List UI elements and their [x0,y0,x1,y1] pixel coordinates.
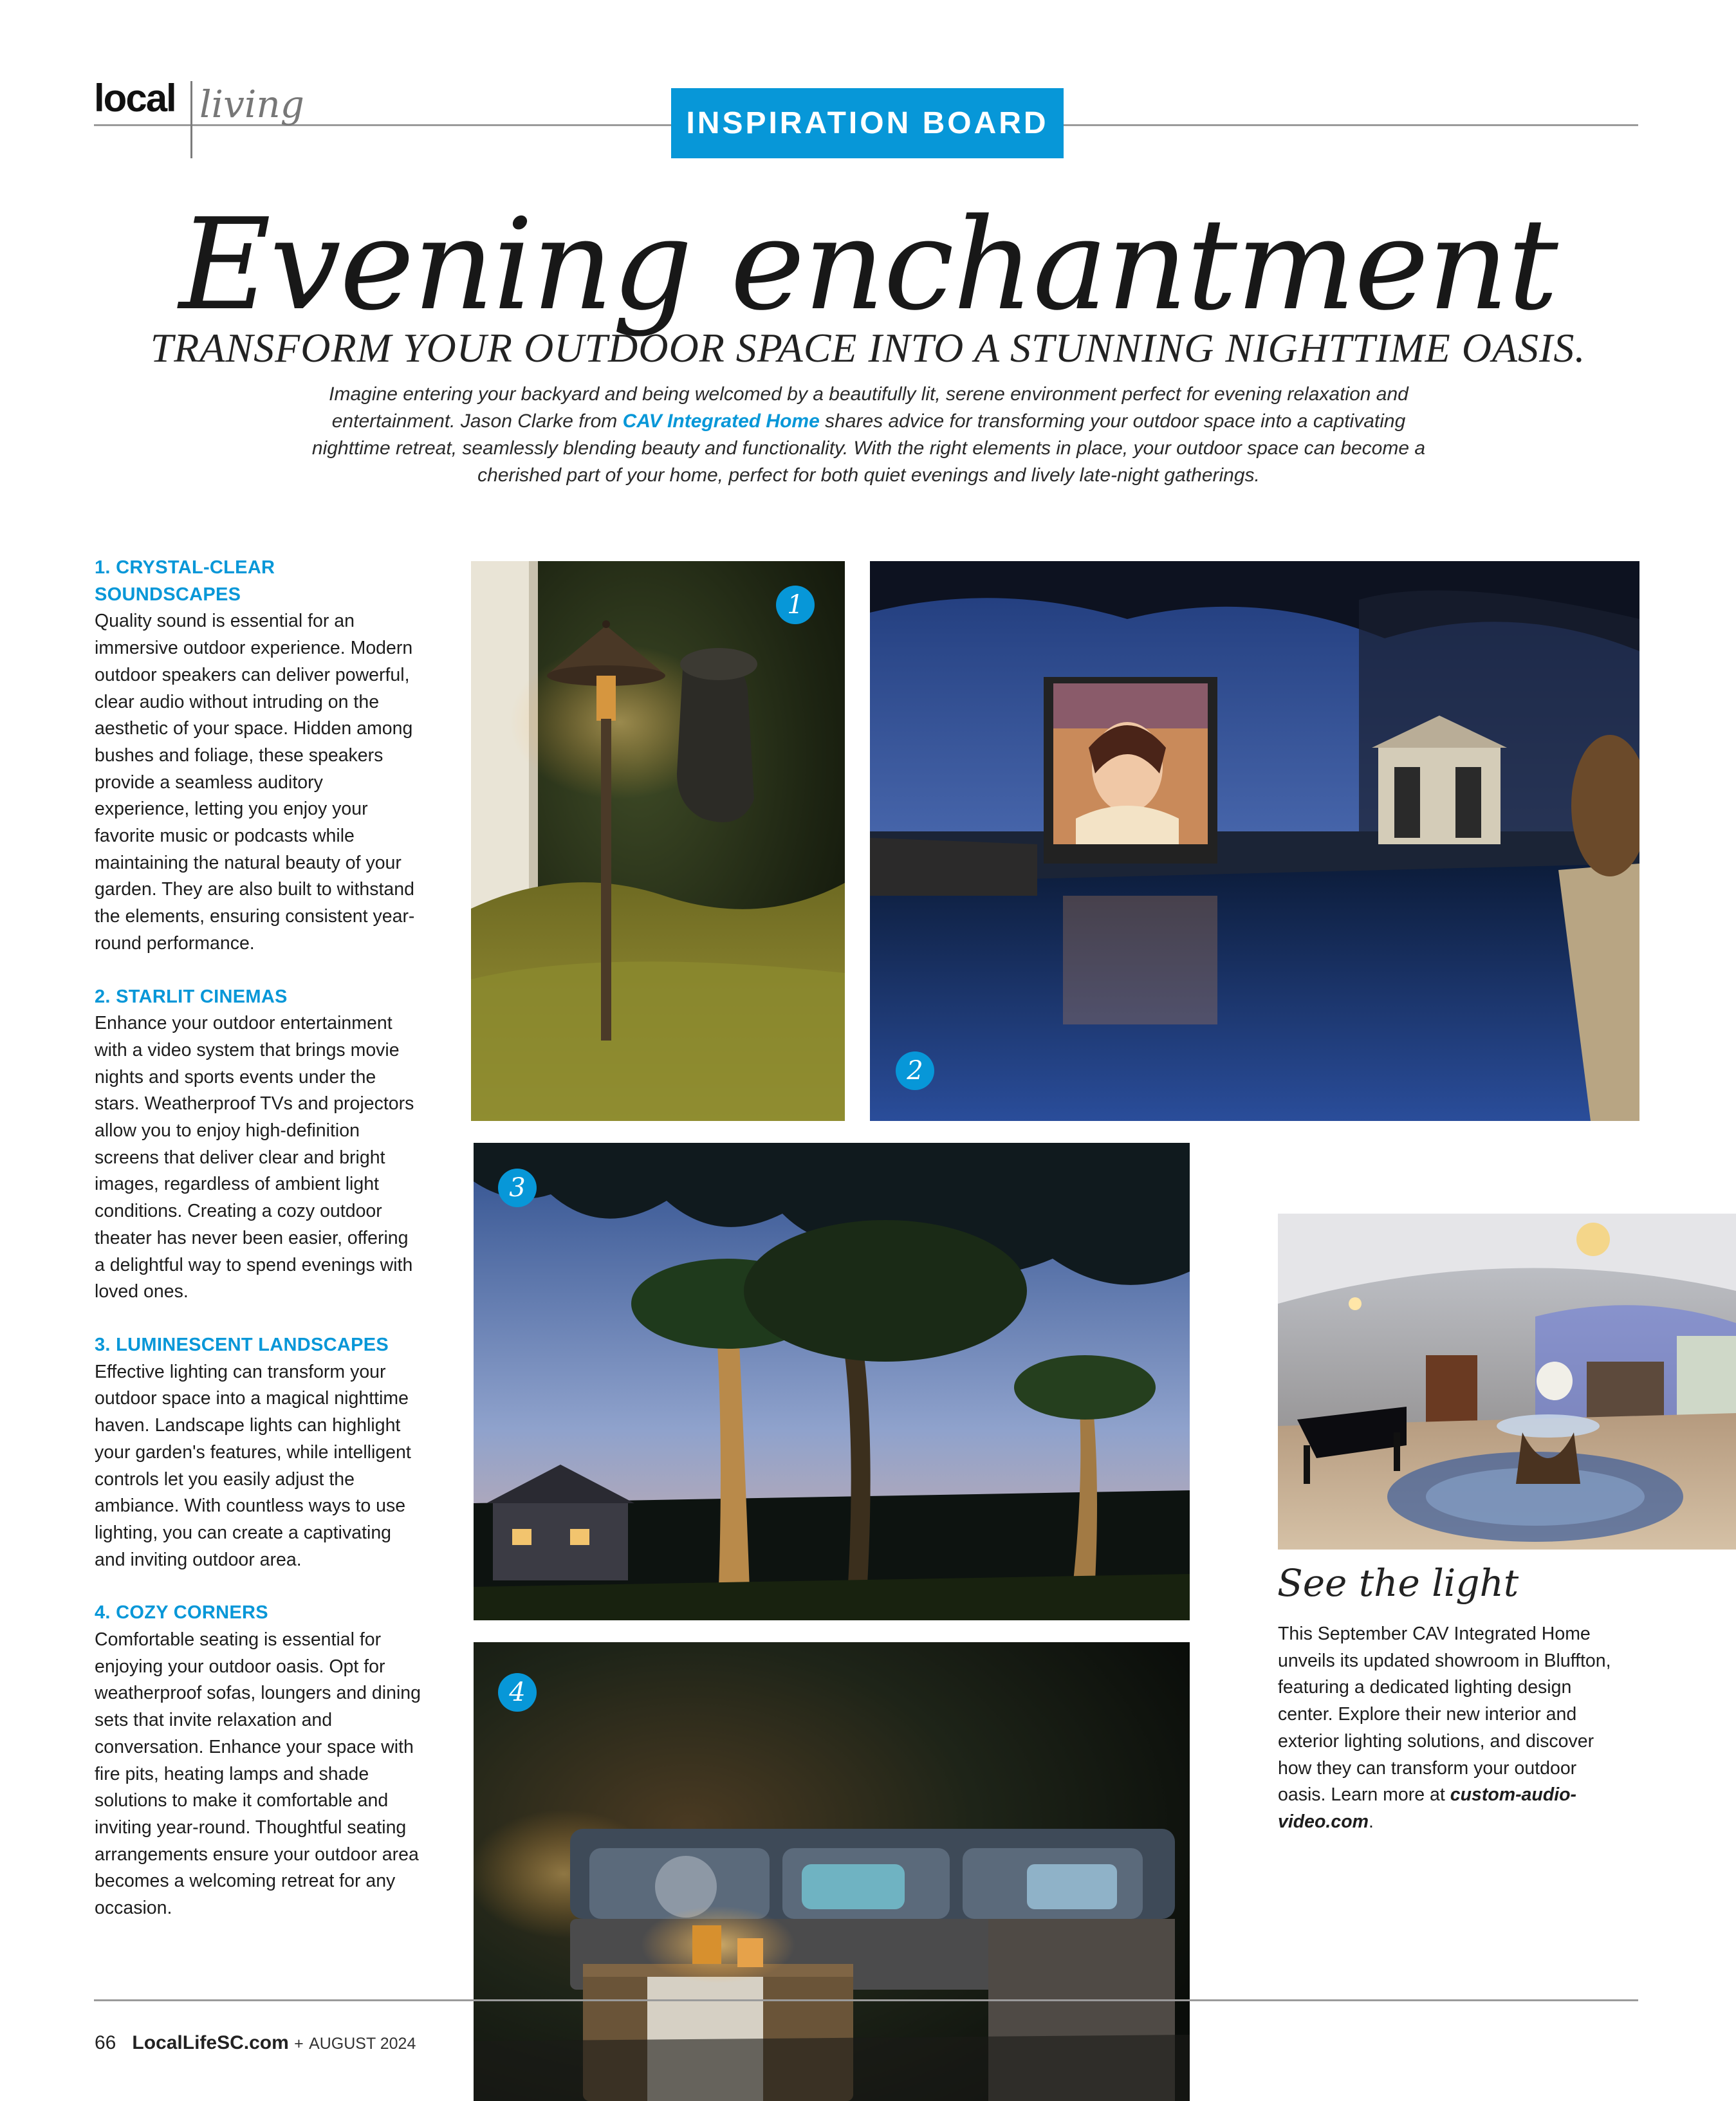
section-badge: INSPIRATION BOARD [671,88,1064,158]
article-subtitle: TRANSFORM YOUR OUTDOOR SPACE INTO A STUNNING NIGHTTIME OASIS. [150,325,1586,371]
section-heading: 1. CRYSTAL-CLEAR SOUNDSCAPES [95,557,275,605]
section-body: Effective lighting can transform your outdoor space into a magical nighttime haven. Landscape lights can highlight your garden's features, while intelligent controls let you easily adjust the ambiance. With countless ways to use lighting, you can create a captivating and inviting outdoor area. [95,1361,411,1570]
sidebar-text-end: . [1368,1811,1374,1832]
sidebar-text: This September CAV Integrated Home unveils its updated showroom in Bluffton, featuring a dedicated lighting design center. Explore their new interior and exterior lighting solutions, and discover how they can transform your outdoor oasis. Learn more at [1278,1624,1611,1806]
article-intro [302,381,1435,489]
intro-text-1: Imagine entering your backyard and being welcomed by a beautifully lit, serene environment perfect for evening relaxation and entertainment. Jason Clarke from [329,384,1408,432]
photo-number-badge: 3 [498,1169,537,1207]
footer-separator: + [294,2035,304,2053]
photo-number-badge: 1 [776,586,815,624]
photo-showroom [1278,1214,1736,1550]
section-body: Comfortable seating is essential for enjoying your outdoor oasis. Opt for weatherproof sofas, loungers and dining sets that invite relaxation and conversation. Enhance your space with fire pits, heating lamps and shade solutions to make it comfortable and inviting year-round. Thoughtful seating arrangements ensure your outdoor area becomes a welcoming retreat for any occasion. [95,1629,421,1919]
photo-number-badge: 4 [498,1673,537,1712]
section-body: Quality sound is essential for an immersive outdoor experience. Modern outdoor speakers can deliver powerful, clear audio without intruding on the aesthetic of your space. Hidden among bushes and foliage, these speakers provide a seamless auditory experience, letting you enjoy your favorite music or podcasts while maintaining the natural beauty of your garden. They are also built to withstand the elements, ensuring consistent year-round performance. [95,611,415,954]
footer-rule [94,1999,1638,2001]
section-heading: 2. STARLIT CINEMAS [95,986,288,1007]
footer-issue-date: AUGUST 2024 [309,2035,416,2053]
section-heading: 3. LUMINESCENT LANDSCAPES [95,1334,389,1355]
brand-logo-living: living [199,82,304,126]
brand-logo-local: local [94,77,176,120]
section-heading: 4. COZY CORNERS [95,1602,268,1624]
photo-lit-palm-trees [474,1143,1190,1620]
sidebar-title: See the light [1277,1561,1519,1605]
photo-path-light-speaker [471,561,845,1121]
intro-text-2: shares advice for transforming your outdoor space into a captivating nighttime retreat, seamlessly blending beauty and functionality. With the right elements in place, your outdoor space can become a cherished part of your home, perfect for both quiet evenings and lively late-night gatherings. [311,411,1426,486]
article-body [95,555,423,1948]
photo-number-badge: 2 [896,1051,934,1090]
page-footer [95,2032,416,2054]
brand-divider [190,81,192,158]
article-title: Evening enchantment [179,192,1557,338]
photo-cozy-seating [474,1642,1190,2101]
intro-brand-link[interactable]: CAV Integrated Home [622,411,820,432]
sidebar-url-link[interactable]: custom-audio-video.com [1278,1784,1577,1832]
footer-site-link[interactable]: LocalLifeSC.com [132,2032,289,2053]
section-body: Enhance your outdoor entertainment with a video system that brings movie nights and sports events under the stars. Weatherproof TVs and projectors allow you to enjoy high-definition screens that deliver clear and bright images, regardless of ambient light conditions. Creating a cozy outdoor theater has never been easier, offering a delightful way to spend evenings with loved ones. [95,1013,414,1302]
photo-outdoor-cinema [870,561,1639,1121]
sidebar-body [1278,1621,1612,1836]
page-number: 66 [95,2032,116,2053]
